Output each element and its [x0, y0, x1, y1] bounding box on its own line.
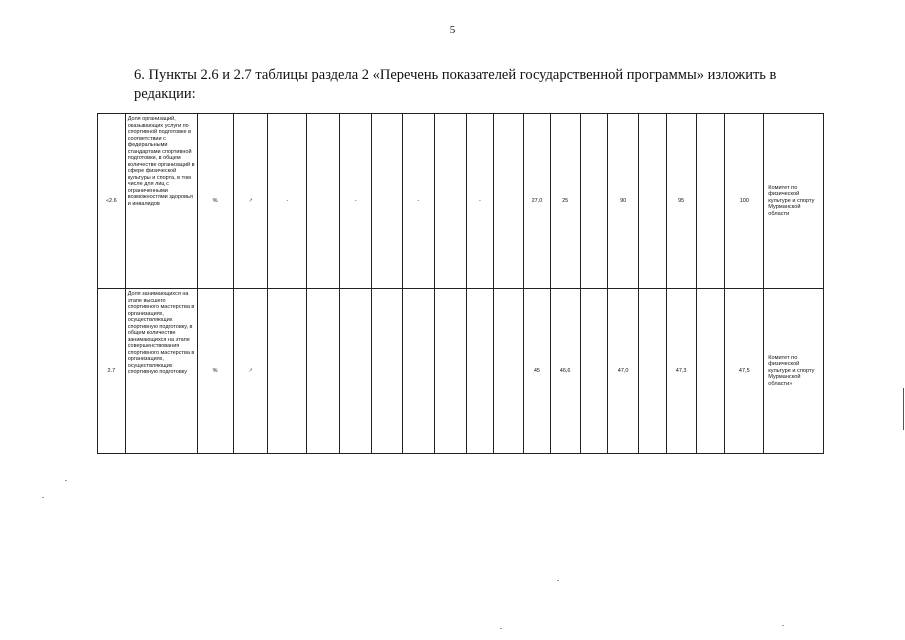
indicator-name: Доля организаций, оказывающих услуги по спортивной подготовке в соответствии с федеральными стандартами спортивной подготовки, в общем количестве организаций в сфере физической культуры и спорта, в том числе для лиц с ограниченными возможностями здоровья и инвалидов [125, 114, 197, 289]
value-cell [268, 289, 307, 454]
value-cell: 90 [608, 114, 639, 289]
value-cell [434, 289, 466, 454]
scan-artifact-bar [903, 388, 904, 430]
row-number: «2.6 [98, 114, 126, 289]
table-row [98, 289, 824, 454]
value-cell [434, 114, 466, 289]
unit-cell: % [197, 114, 233, 289]
value-cell [494, 114, 524, 289]
unit-cell: % [197, 289, 233, 454]
direction-cell: ↗ [233, 114, 268, 289]
value-cell [580, 289, 608, 454]
value-cell: 47,3 [666, 289, 696, 454]
value-cell: 46,6 [550, 289, 580, 454]
value-cell [494, 289, 524, 454]
value-cell: - [466, 114, 494, 289]
value-cell [307, 114, 340, 289]
heading-line-2: редакции: [134, 86, 196, 102]
value-cell: - [402, 114, 434, 289]
value-cell: 100 [725, 114, 764, 289]
value-cell: 47,5 [725, 289, 764, 454]
value-cell: 27,0 [524, 114, 551, 289]
scan-speck [500, 628, 502, 629]
scan-speck [42, 497, 44, 498]
value-cell [402, 289, 434, 454]
direction-cell: ↗ [233, 289, 268, 454]
page-number: 5 [449, 24, 456, 36]
value-cell: - [268, 114, 307, 289]
value-cell: 25 [550, 114, 580, 289]
scan-speck [782, 625, 784, 626]
value-cell: 45 [524, 289, 551, 454]
value-cell [372, 114, 403, 289]
section-heading [134, 66, 834, 104]
responsible-cell: Комитет по физической культуре и спорту Мурманской области [764, 114, 824, 289]
row-number: 2.7 [98, 289, 126, 454]
value-cell [307, 289, 340, 454]
value-cell [580, 114, 608, 289]
value-cell [696, 114, 725, 289]
value-cell [466, 289, 494, 454]
value-cell: - [340, 114, 372, 289]
scan-speck [557, 580, 559, 581]
value-cell: 95 [666, 114, 696, 289]
value-cell [340, 289, 372, 454]
value-cell [639, 289, 667, 454]
value-cell: 47,0 [608, 289, 639, 454]
responsible-cell: Комитет по физической культуре и спорту Мурманской области» [764, 289, 824, 454]
scan-speck [65, 480, 67, 481]
indicator-name: Доля занимающихся на этапе высшего спортивного мастерства в организациях, осуществляющих спортивную подготовку, в общем количестве занимающихся на этапе совершенствования спортивного мастерства в организациях, осуществляющих спортивную подготовку [125, 289, 197, 454]
value-cell [372, 289, 403, 454]
value-cell [639, 114, 667, 289]
value-cell [696, 289, 725, 454]
heading-line-1: 6. Пункты 2.6 и 2.7 таблицы раздела 2 «Перечень показателей государственной программы» изложить в [134, 67, 777, 83]
table-row [98, 114, 824, 289]
indicators-table [97, 113, 824, 454]
